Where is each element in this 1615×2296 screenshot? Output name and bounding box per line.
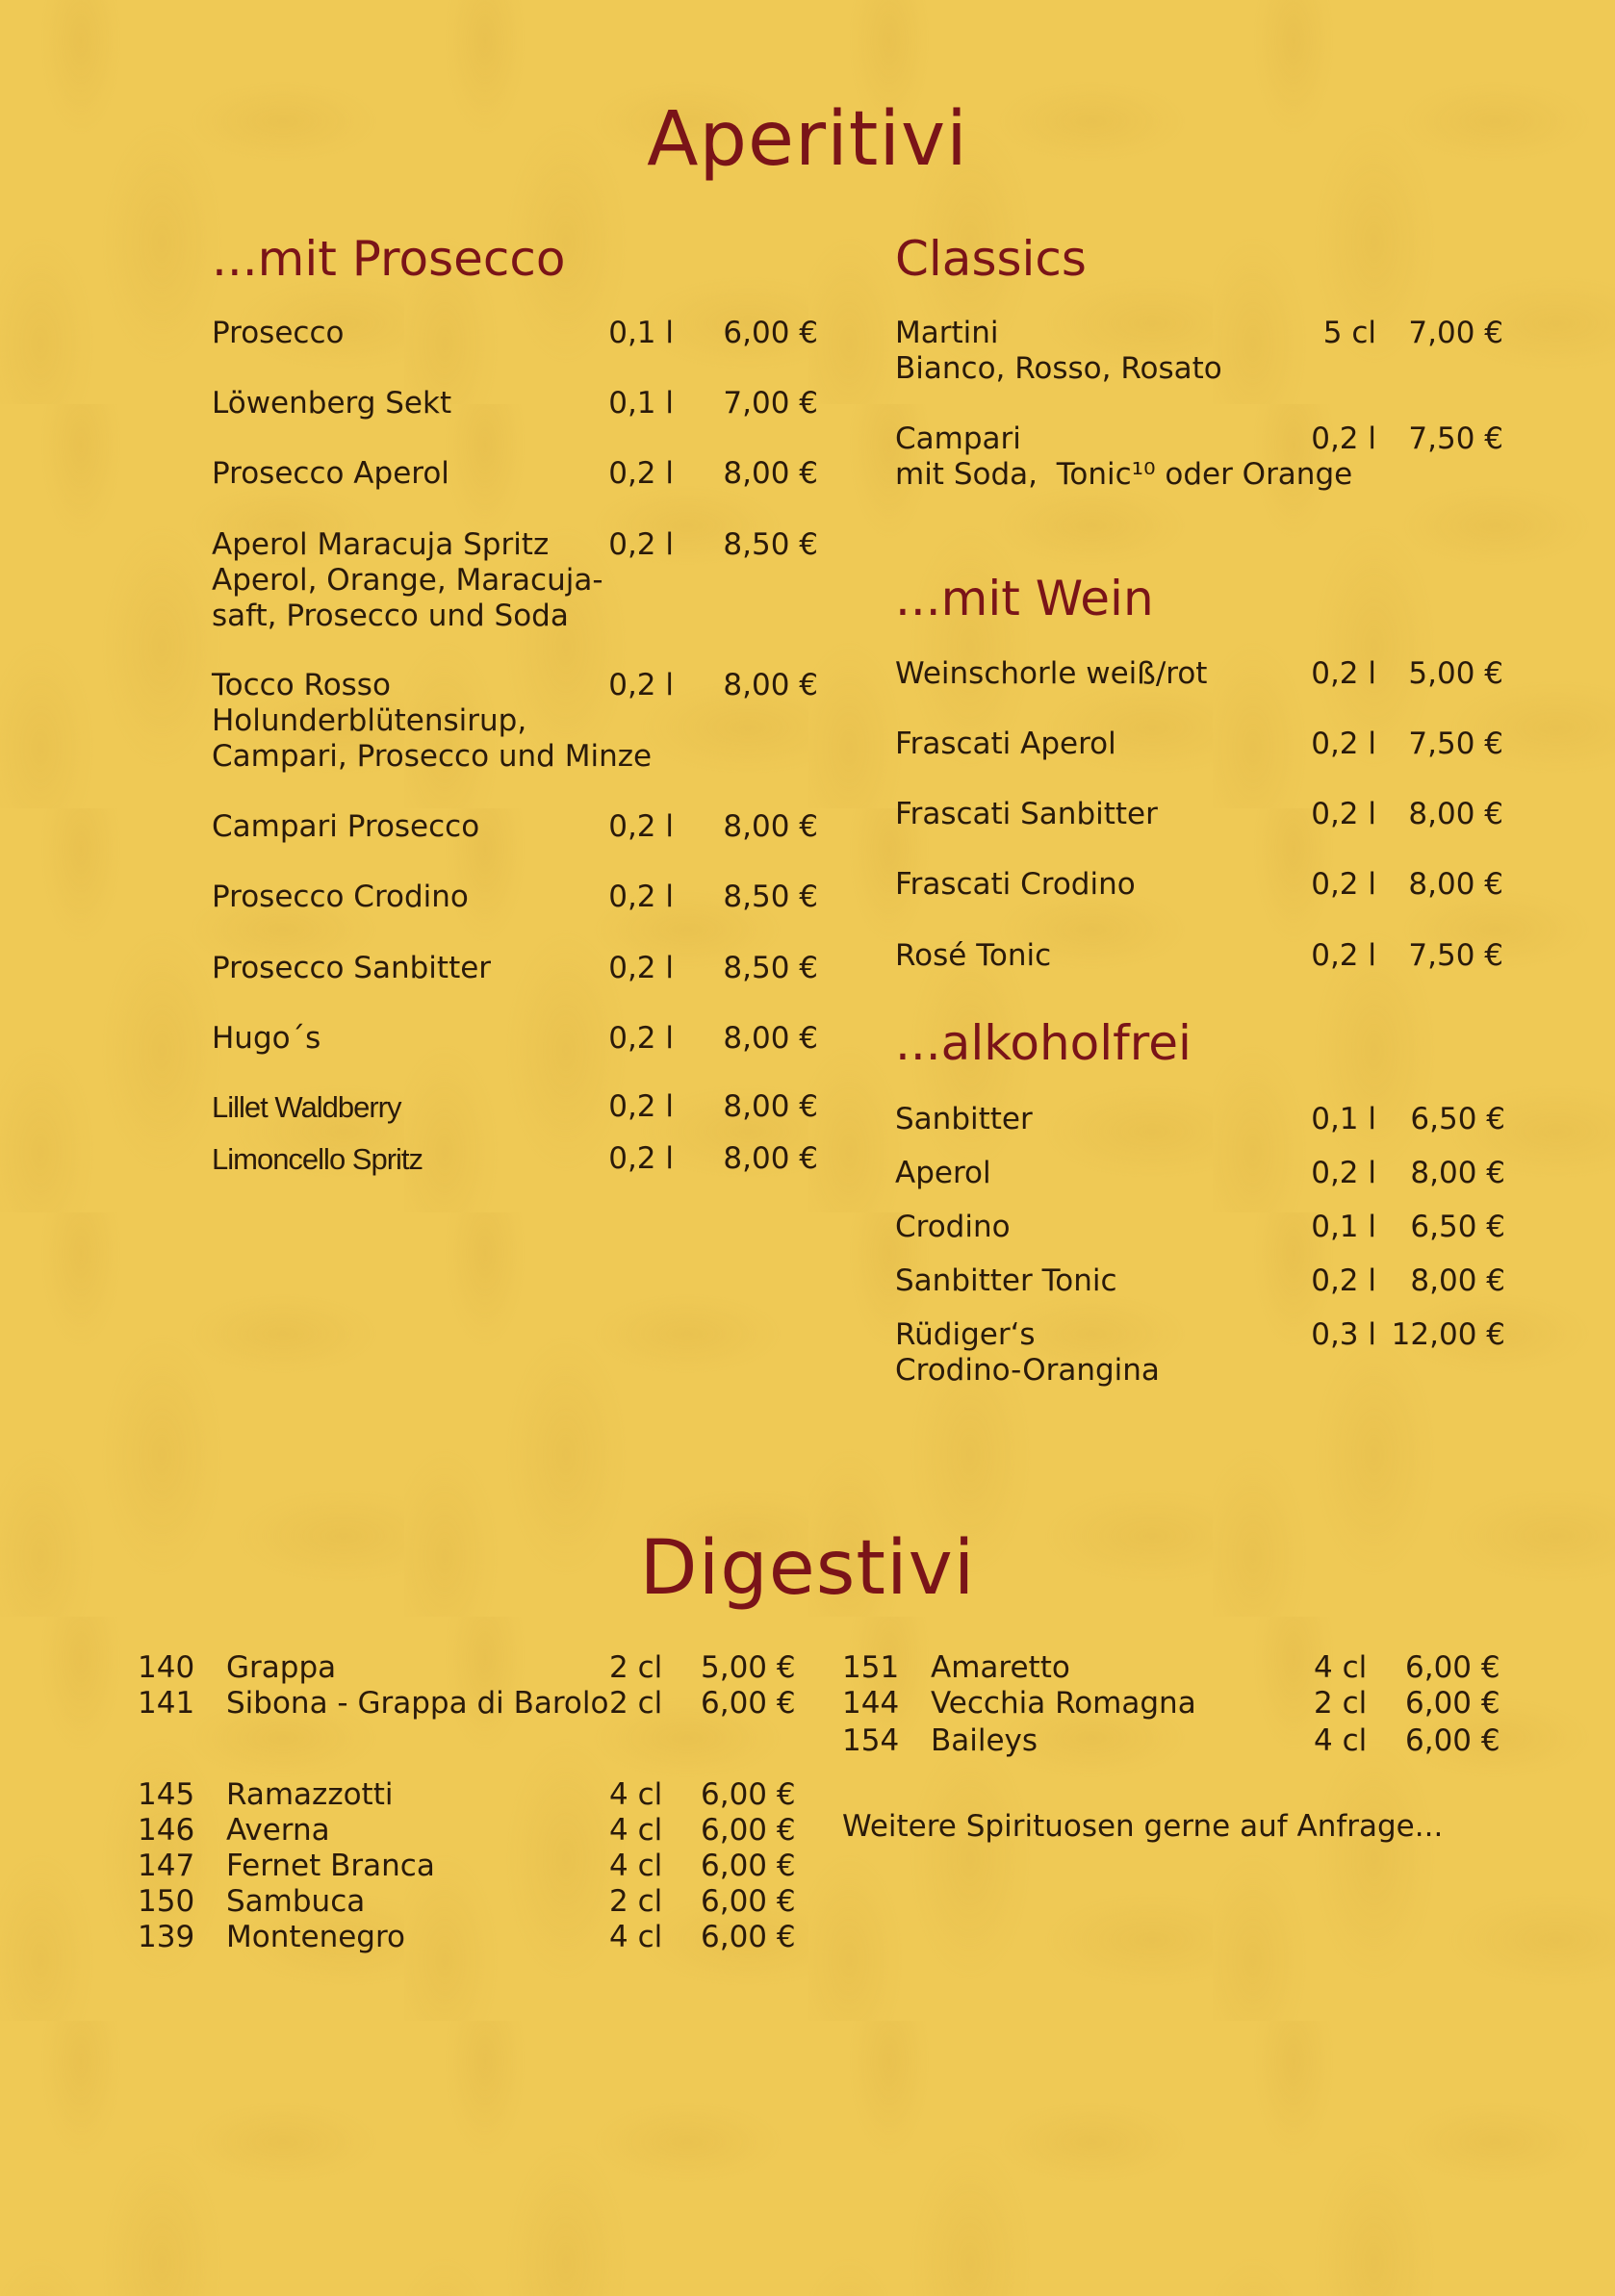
aperitivi-title: Aperitivi: [647, 96, 968, 183]
item-name: Weinschorle weiß/rot: [895, 656, 1208, 691]
item-name: Löwenberg Sekt: [212, 386, 452, 421]
item-price: 8,00 €: [723, 668, 818, 702]
item-name: Tocco Rosso: [212, 668, 391, 702]
item-price: 7,50 €: [1408, 938, 1503, 973]
item-volume: 0,1 l: [608, 386, 674, 421]
item-name: Prosecco Aperol: [212, 456, 449, 491]
item-price: 6,00 €: [1405, 1723, 1500, 1758]
item-description: Bianco, Rosso, Rosato: [895, 351, 1222, 386]
alkoholfrei-heading: ...alkoholfrei: [895, 1015, 1192, 1071]
item-price: 8,00 €: [1410, 1156, 1505, 1190]
item-price: 8,00 €: [723, 1021, 818, 1056]
item-price: 8,50 €: [723, 527, 818, 562]
item-price: 6,50 €: [1410, 1102, 1505, 1136]
item-name: Rüdiger‘s: [895, 1317, 1036, 1352]
item-price: 6,00 €: [701, 1813, 796, 1848]
item-volume: 0,1 l: [1311, 1102, 1376, 1136]
digestivi-title: Digestivi: [639, 1525, 976, 1612]
item-name: Crodino: [895, 1210, 1011, 1244]
item-volume: 0,3 l: [1311, 1317, 1376, 1352]
item-volume: 2 cl: [609, 1884, 663, 1919]
item-price: 7,00 €: [1408, 316, 1503, 350]
item-volume: 0,1 l: [608, 316, 674, 350]
item-price: 6,00 €: [701, 1920, 796, 1954]
item-volume: 0,2 l: [1311, 421, 1376, 456]
item-number: 151: [842, 1650, 900, 1685]
item-volume: 2 cl: [609, 1686, 663, 1721]
item-name: Lillet Waldberry: [212, 1090, 401, 1124]
item-name: Prosecco Sanbitter: [212, 951, 492, 985]
item-price: 5,00 €: [701, 1650, 796, 1685]
item-volume: 0,2 l: [608, 880, 674, 914]
item-name: Sambuca: [226, 1884, 366, 1919]
item-volume: 4 cl: [609, 1813, 663, 1848]
item-volume: 0,2 l: [608, 809, 674, 844]
item-name: Hugo´s: [212, 1021, 321, 1056]
item-name: Prosecco Crodino: [212, 880, 469, 914]
item-number: 140: [138, 1650, 195, 1685]
item-volume: 4 cl: [609, 1920, 663, 1954]
item-volume: 4 cl: [1314, 1723, 1368, 1758]
item-price: 8,50 €: [723, 951, 818, 985]
item-volume: 5 cl: [1322, 316, 1376, 350]
item-volume: 4 cl: [1314, 1650, 1368, 1685]
item-volume: 4 cl: [609, 1849, 663, 1883]
item-number: 154: [842, 1723, 900, 1758]
item-price: 8,00 €: [723, 456, 818, 491]
item-name: Ramazzotti: [226, 1777, 394, 1812]
item-number: 147: [138, 1849, 195, 1883]
item-name: Frascati Aperol: [895, 727, 1116, 761]
item-price: 8,50 €: [723, 880, 818, 914]
item-volume: 0,2 l: [608, 951, 674, 985]
item-name: Aperol: [895, 1156, 991, 1190]
item-price: 6,00 €: [701, 1849, 796, 1883]
item-price: 6,00 €: [701, 1686, 796, 1721]
classics-heading: Classics: [895, 231, 1087, 287]
item-name: Aperol Maracuja Spritz: [212, 527, 550, 562]
item-price: 6,50 €: [1410, 1210, 1505, 1244]
item-name: Sanbitter: [895, 1102, 1033, 1136]
item-description: Holunderblütensirup, Campari, Prosecco und Minze: [212, 703, 653, 774]
item-volume: 2 cl: [1314, 1686, 1368, 1721]
item-name: Limoncello Spritz: [212, 1142, 423, 1176]
item-name: Rosé Tonic: [895, 938, 1052, 973]
item-name: Amaretto: [931, 1650, 1070, 1685]
item-name: Campari: [895, 421, 1021, 456]
item-description: Crodino-Orangina: [895, 1353, 1160, 1388]
item-name: Averna: [226, 1813, 330, 1848]
item-volume: 0,2 l: [1311, 1156, 1376, 1190]
item-price: 6,00 €: [1405, 1650, 1500, 1685]
item-number: 139: [138, 1920, 195, 1954]
item-price: 8,00 €: [723, 1141, 818, 1176]
item-name: Frascati Sanbitter: [895, 797, 1158, 831]
item-description: Aperol, Orange, Maracuja- saft, Prosecco und Soda: [212, 563, 603, 633]
item-price: 6,00 €: [1405, 1686, 1500, 1721]
item-volume: 2 cl: [609, 1650, 663, 1685]
item-volume: 0,2 l: [608, 1089, 674, 1124]
item-volume: 0,2 l: [1311, 938, 1376, 973]
spirits-note: Weitere Spirituosen gerne auf Anfrage...: [842, 1809, 1444, 1844]
item-volume: 0,2 l: [608, 1021, 674, 1056]
item-volume: 0,2 l: [608, 1141, 674, 1176]
item-volume: 0,2 l: [1311, 656, 1376, 691]
item-price: 8,00 €: [723, 1089, 818, 1124]
item-name: Baileys: [931, 1723, 1038, 1758]
wein-heading: ...mit Wein: [895, 571, 1154, 626]
item-number: 145: [138, 1777, 195, 1812]
item-volume: 0,2 l: [608, 668, 674, 702]
item-volume: 0,2 l: [1311, 867, 1376, 902]
item-name: Martini: [895, 316, 999, 350]
item-name: Prosecco: [212, 316, 345, 350]
item-price: 8,00 €: [723, 809, 818, 844]
item-volume: 0,2 l: [608, 527, 674, 562]
item-volume: 0,2 l: [608, 456, 674, 491]
item-volume: 0,2 l: [1311, 1263, 1376, 1298]
item-volume: 4 cl: [609, 1777, 663, 1812]
item-price: 7,50 €: [1408, 421, 1503, 456]
item-name: Fernet Branca: [226, 1849, 435, 1883]
item-number: 150: [138, 1884, 195, 1919]
item-description: mit Soda, Tonic¹⁰ oder Orange: [895, 457, 1353, 492]
item-number: 141: [138, 1686, 195, 1721]
prosecco-heading: ...mit Prosecco: [212, 231, 566, 287]
item-name: Sibona - Grappa di Barolo: [226, 1686, 609, 1721]
item-number: 146: [138, 1813, 195, 1848]
item-name: Sanbitter Tonic: [895, 1263, 1117, 1298]
item-price: 8,00 €: [1408, 867, 1503, 902]
item-price: 7,00 €: [723, 386, 818, 421]
item-volume: 0,1 l: [1311, 1210, 1376, 1244]
item-price: 6,00 €: [701, 1777, 796, 1812]
item-name: Vecchia Romagna: [931, 1686, 1196, 1721]
item-price: 5,00 €: [1408, 656, 1503, 691]
item-name: Montenegro: [226, 1920, 406, 1954]
item-price: 6,00 €: [701, 1884, 796, 1919]
item-number: 144: [842, 1686, 900, 1721]
item-name: Campari Prosecco: [212, 809, 480, 844]
item-price: 12,00 €: [1391, 1317, 1505, 1352]
item-price: 8,00 €: [1408, 797, 1503, 831]
item-price: 8,00 €: [1410, 1263, 1505, 1298]
item-price: 7,50 €: [1408, 727, 1503, 761]
item-name: Frascati Crodino: [895, 867, 1136, 902]
item-volume: 0,2 l: [1311, 797, 1376, 831]
item-name: Grappa: [226, 1650, 337, 1685]
item-price: 6,00 €: [723, 316, 818, 350]
item-volume: 0,2 l: [1311, 727, 1376, 761]
